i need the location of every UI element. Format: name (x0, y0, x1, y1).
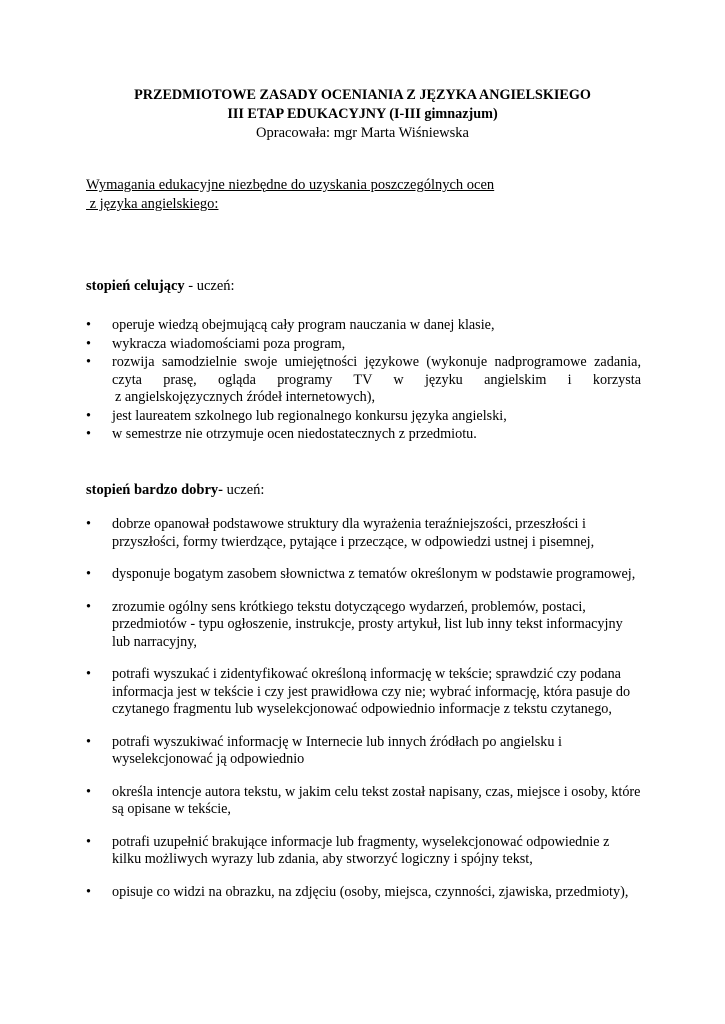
list-item: • dobrze opanował podstawowe struktury dla wyrażenia teraźniejszości, przeszłości i przyszłości, formy twierdzące, pytające i przeczące, w odpowiedzi ustnej i pisemnej, (86, 516, 595, 550)
list-item: • dysponuje bogatym zasobem słownictwa z tematów określonym w podstawie programowej, (86, 566, 636, 582)
bullet-icon: • (86, 426, 91, 442)
bullet-icon: • (86, 407, 91, 424)
list-item: • potrafi wyszukać i zidentyfikować określoną informację w tekście; sprawdzić czy podana informacja jest w tekście i czy jest prawidłowa czy nie; wybrać informację, która pasuje do czytanego fragmentu lub wyselekcjonować odpowiednio informacje z tekstu czytanego, (86, 666, 631, 717)
requirements-heading-line-2: z języka angielskiego: (86, 196, 219, 212)
list-item: • opisuje co widzi na obrazku, na zdjęciu (osoby, miejsca, czynności, zjawiska, przedmioty), (86, 883, 629, 900)
grade-name: stopień celujący (86, 278, 185, 294)
bullet-icon: • (86, 666, 91, 682)
title-line-1: PRZEDMIOTOWE ZASADY OCENIANIA Z JĘZYKA ANGIELSKIEGO (134, 87, 591, 103)
bullet-icon: • (86, 516, 91, 532)
list-item: • określa intencje autora tekstu, w jakim celu tekst został napisany, czas, miejsce i osoby, które są opisane w tekście, (86, 783, 641, 817)
bullet-icon: • (86, 883, 91, 900)
section-heading-celujacy (86, 278, 235, 296)
requirements-heading-line-1: Wymagania edukacyjne niezbędne do uzyskania poszczególnych ocen (86, 177, 495, 193)
grade-bardzo-dobry-list (86, 516, 641, 916)
bullet-icon: • (86, 335, 91, 352)
requirements-heading (86, 176, 494, 214)
list-item: • potrafi uzupełnić brakujące informacje lub fragmenty, wyselekcjonować odpowiednie z kilku możliwych wyrazy lub zdania, aby stworzyć logiczny i spójny tekst, (86, 833, 610, 867)
bullet-icon: • (86, 317, 91, 333)
list-item: • zrozumie ogólny sens krótkiego tekstu dotyczącego wydarzeń, problemów, postaci, przedmiotów - typu ogłoszenie, instrukcje, prosty artykuł, list lub inny tekst informacyjny lub narracyjny, (86, 598, 623, 650)
list-item: • wykracza wiadomościami poza program, (86, 335, 346, 352)
bullet-icon: • (86, 783, 91, 800)
bullet-icon: • (86, 733, 91, 750)
list-item: • w semestrze nie otrzymuje ocen niedostatecznych z przedmiotu. (86, 426, 477, 442)
bullet-icon: • (86, 566, 91, 582)
section-heading-bardzo-dobry (86, 482, 264, 500)
bullet-icon: • (86, 833, 91, 850)
grade-celujacy-list (86, 317, 641, 445)
list-item: • operuje wiedzą obejmującą cały program nauczania w danej klasie, (86, 317, 495, 333)
grade-name: stopień bardzo dobry- (86, 482, 223, 498)
grade-suffix: uczeń: (222, 482, 265, 498)
title-line-2: III ETAP EDUKACYJNY (I-III gimnazjum) (227, 106, 498, 122)
bullet-icon: • (86, 598, 91, 615)
bullet-icon: • (86, 354, 91, 370)
list-item: • potrafi wyszukiwać informację w Internecie lub innych źródłach po angielsku i wyselekcjonować ją odpowiednio (86, 733, 562, 767)
author-line: Opracowała: mgr Marta Wiśniewska (256, 125, 469, 141)
list-item: • jest laureatem szkolnego lub regionalnego konkursu języka angielski, (86, 407, 507, 424)
list-item: • rozwija samodzielnie swoje umiejętności językowe (wykonuje nadprogramowe zadania, czyta prasę, ogląda programy TV w języku angielskim i korzysta z angielskojęzycznych źródeł internetowych), (86, 354, 641, 405)
document-title (0, 86, 725, 143)
grade-suffix: - uczeń: (184, 278, 235, 294)
